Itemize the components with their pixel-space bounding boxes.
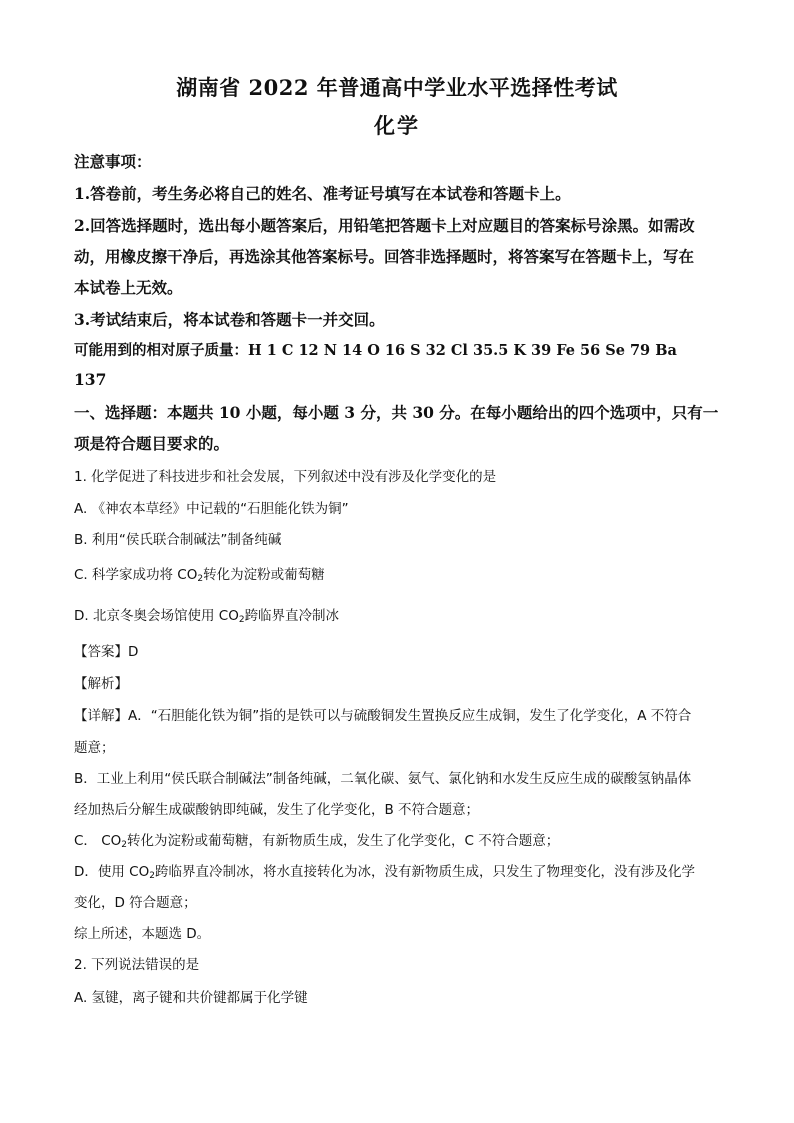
section-heading-line-1: 一、选择题：本题共 10 小题，每小题 3 分，共 30 分。在每小题给出的四个选项中，只有一 [74,403,719,422]
option-c-text-pre: C. 科学家成功将 CO [74,567,198,583]
atomic-mass-line-2: 137 [74,370,107,389]
question-1-detail-line-1: 【详解】A．“石胆能化铁为铜”指的是铁可以与硫酸铜发生置换反应生成铜，发生了化学变化，A 不符合 [74,708,692,724]
option-c-text-post: 转化为淀粉或葡萄糖 [203,567,325,583]
detail-5-text-post: 转化为淀粉或葡萄糖，有新物质生成，发生了化学变化，C 不符合题意； [127,833,560,849]
question-1-answer: 【答案】D [74,644,139,660]
question-2-option-a: A. 氢键，离子键和共价键都属于化学键 [74,990,308,1006]
section-heading-line-2: 项是符合题目要求的。 [74,434,230,453]
atomic-mass-line-1: 可能用到的相对原子质量：H 1 C 12 N 14 O 16 S 32 Cl 35.5 K 39 Fe 56 Se 79 Ba [74,342,677,359]
question-1-detail-line-2: 题意； [74,740,115,756]
detail-5-text-pre: C． CO [74,833,122,849]
question-1-detail-line-4: 经加热后分解生成碳酸钠即纯碱，发生了化学变化，B 不符合题意； [74,802,480,818]
detail-6-text-pre: D．使用 CO [74,864,150,880]
exam-title: 湖南省 2022 年普通高中学业水平选择性考试 [176,75,618,100]
detail-6-text-post: 跨临界直冷制冰，将水直接转化为冰，没有新物质生成，只发生了物理变化，没有涉及化学 [154,864,695,880]
notice-line-5: 3.考试结束后，将本试卷和答题卡一并交回。 [74,310,385,329]
notice-line-2: 2.回答选择题时，选出每小题答案后，用铅笔把答题卡上对应题目的答案标号涂黑。如需改 [74,216,695,235]
question-1-option-c [74,563,734,584]
notice-line-3: 动，用橡皮擦干净后，再选涂其他答案标号。回答非选择题时，将答案写在答题卡上，写在 [74,247,695,266]
notice-line-4: 本试卷上无效。 [74,278,183,297]
question-1-detail-line-7: 变化，D 符合题意； [74,895,197,911]
option-d-text-post: 跨临界直冷制冰 [244,608,340,624]
question-1-analysis-heading: 【解析】 [74,676,128,692]
question-1-option-a: A. 《神农本草经》中记载的“石胆能化铁为铜” [74,501,349,517]
question-1-conclusion: 综上所述，本题选 D。 [74,926,211,942]
question-1-option-b: B. 利用“侯氏联合制碱法”制备纯碱 [74,532,282,548]
option-c-subscript: 2 [197,574,204,584]
detail-6-subscript: 2 [149,871,155,881]
question-1-option-d [74,604,734,625]
question-1-stem: 1. 化学促进了科技进步和社会发展，下列叙述中没有涉及化学变化的是 [74,469,497,485]
question-1-detail-line-6 [74,860,734,881]
notice-line-1: 1.答卷前，考生务必将自己的姓名、准考证号填写在本试卷和答题卡上。 [74,184,571,203]
option-d-subscript: 2 [238,615,245,625]
notice-heading: 注意事项： [74,152,152,171]
question-2-stem: 2. 下列说法错误的是 [74,957,200,973]
question-1-detail-line-3: B．工业上利用“侯氏联合制碱法”制备纯碱，二氧化碳、氨气、氯化钠和水发生反应生成的碳酸氢钠晶体 [74,771,692,787]
option-d-text-pre: D. 北京冬奥会场馆使用 CO [74,608,239,624]
question-1-detail-line-5 [74,829,734,850]
detail-5-subscript: 2 [121,840,128,850]
subject-title: 化学 [374,113,420,138]
